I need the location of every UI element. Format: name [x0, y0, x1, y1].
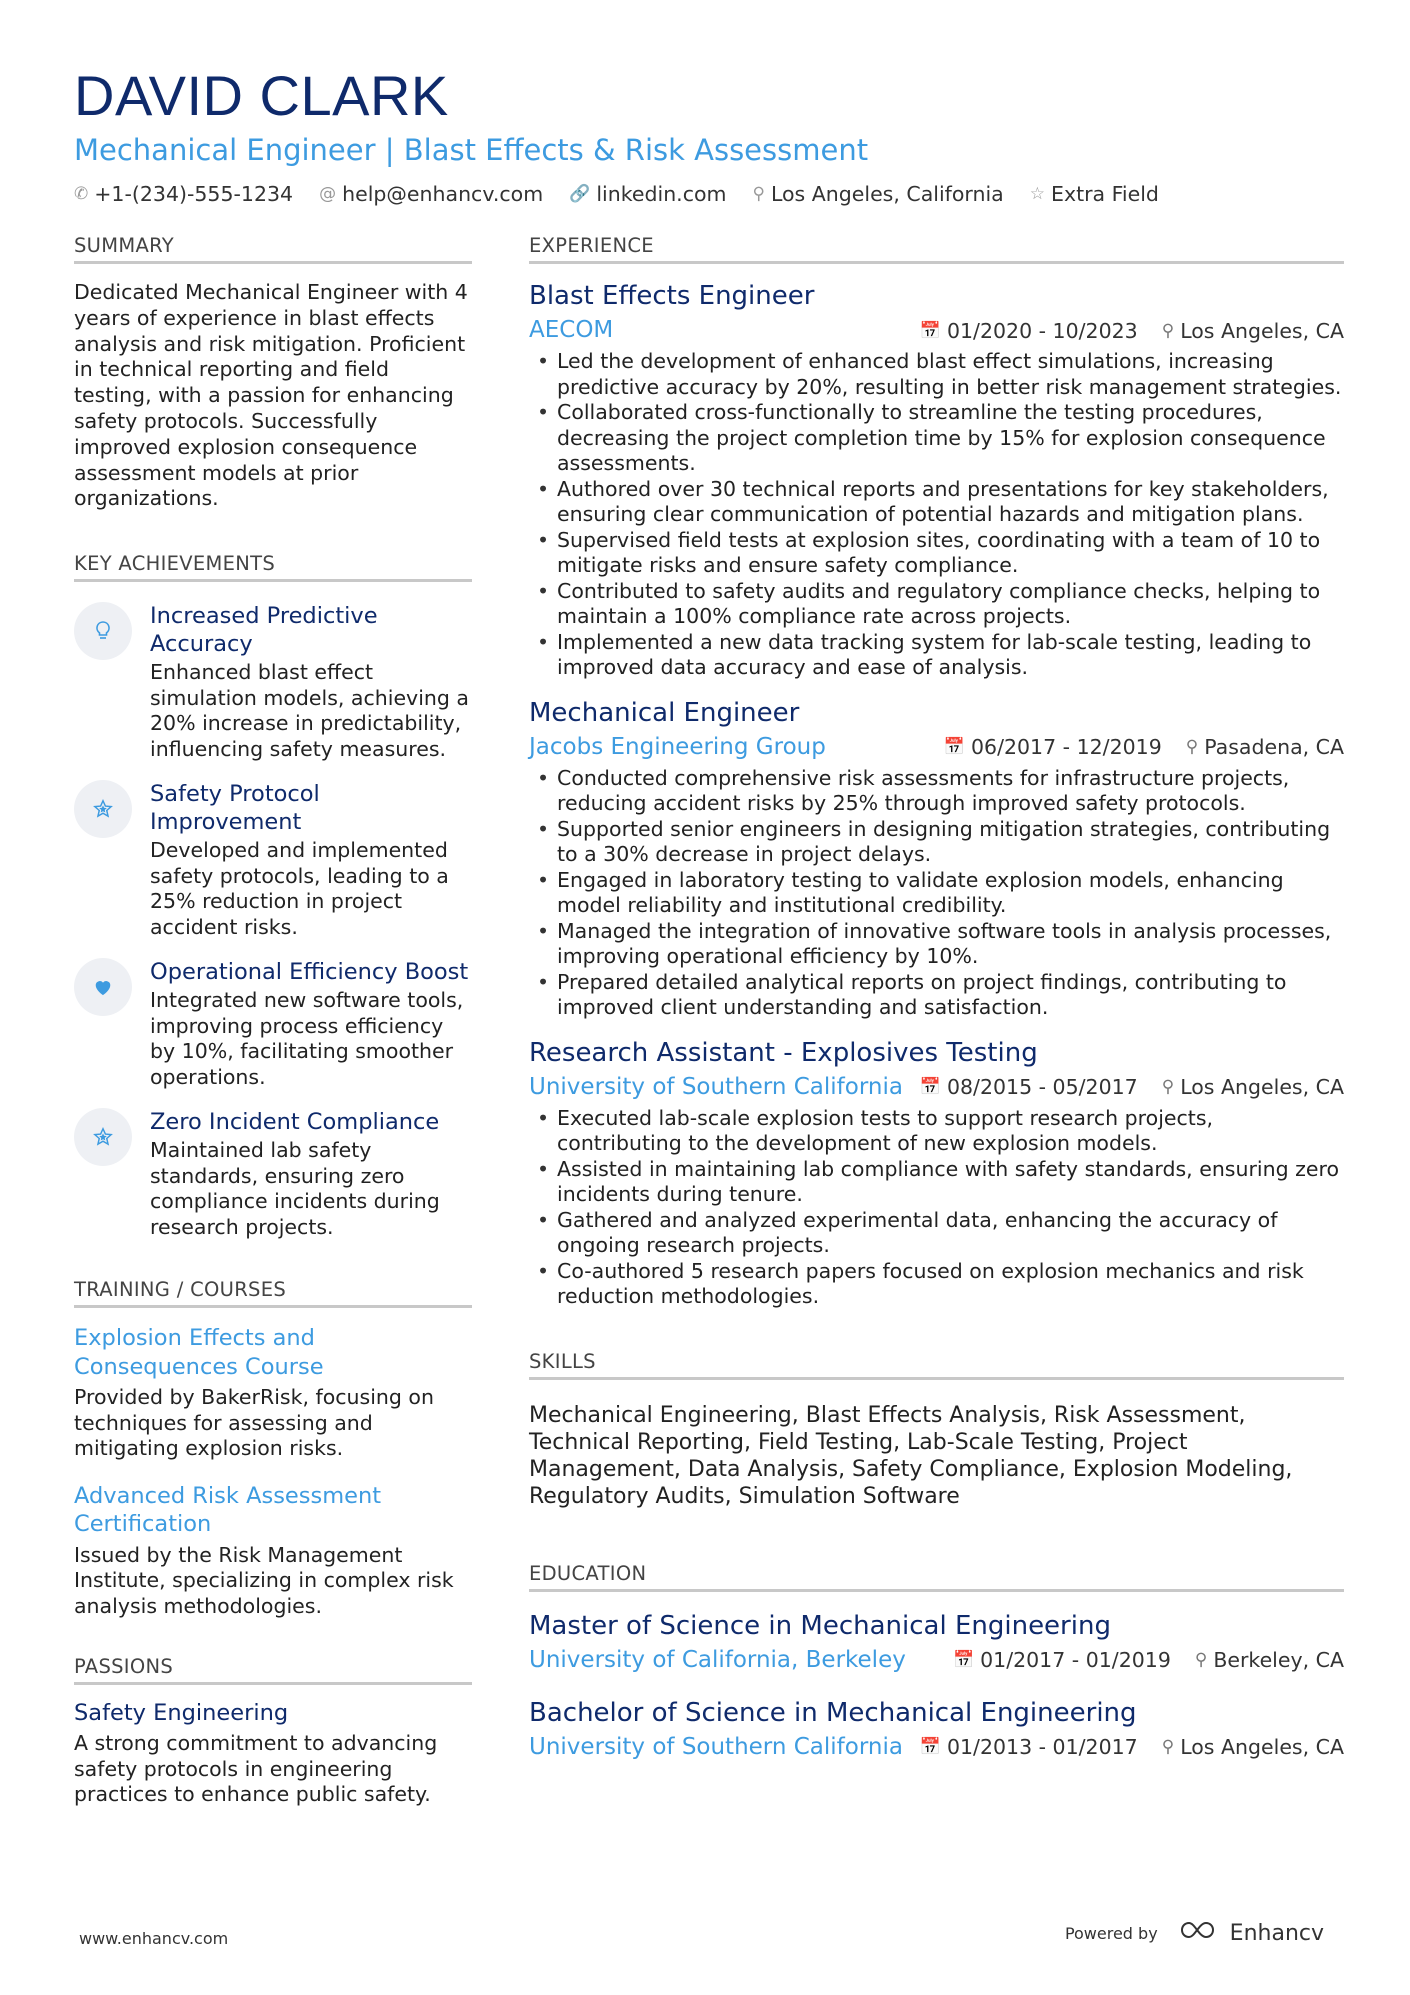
- job-bullet: • Conducted comprehensive risk assessments for infrastructure projects, reducing accident risks by 25% through improved safety protocols.: [529, 766, 1344, 817]
- job-bullet: • Supervised field tests at explosion sites, coordinating with a team of 10 to mitigate risks and ensure safety compliance.: [529, 528, 1344, 579]
- degree-title: Master of Science in Mechanical Engineering: [529, 1610, 1111, 1641]
- contact-extra: [1030, 182, 1159, 206]
- calendar-icon: 📅: [919, 320, 941, 341]
- job-title: Research Assistant - Explosives Testing: [529, 1037, 1038, 1068]
- achievement-title: Safety Protocol Improvement: [150, 781, 320, 836]
- achievement-title: Increased Predictive Accuracy: [150, 603, 378, 658]
- contact-extra-text: Extra Field: [1051, 182, 1159, 206]
- job-bullet: • Prepared detailed analytical reports on project findings, contributing to improved client understanding and satisfaction.: [529, 970, 1344, 1021]
- contact-email-text: help@enhancv.com: [342, 182, 544, 206]
- job-bullet: • Authored over 30 technical reports and presentations for key stakeholders, ensuring clear communication of potential hazards and mitigation plans.: [529, 477, 1344, 528]
- job-location: Pasadena, CA: [1204, 735, 1344, 759]
- school-name: University of California, Berkeley: [529, 1646, 906, 1673]
- company-name: University of Southern California: [529, 1073, 903, 1100]
- training-heading: TRAINING / COURSES: [74, 1278, 472, 1308]
- course-desc: Issued by the Risk Management Institute, specializing in complex risk analysis methodologies.: [74, 1542, 454, 1618]
- experience-heading: EXPERIENCE: [529, 234, 1344, 264]
- job-bullets: [529, 349, 1344, 681]
- job-bullet: • Executed lab-scale explosion tests to support research projects, contributing to the development of new explosion models.: [529, 1106, 1344, 1157]
- footer-branding: [1065, 1919, 1324, 1947]
- passion-title: Safety Engineering: [74, 1700, 289, 1727]
- job-title: Blast Effects Engineer: [529, 281, 815, 311]
- edu-dates: 01/2017 - 01/2019: [980, 1648, 1171, 1672]
- job-location: Los Angeles, CA: [1180, 318, 1344, 343]
- contact-phone-text: +1-(234)-555-1234: [94, 182, 294, 206]
- achievement-item: [74, 780, 472, 940]
- contact-location: [752, 182, 1003, 206]
- course-title: Explosion Effects and Consequences Course: [74, 1325, 324, 1380]
- enhancv-logo-icon: [1178, 1919, 1224, 1947]
- achievement-item: [74, 602, 472, 762]
- company-name: AECOM: [529, 317, 614, 343]
- achievement-desc: Integrated new software tools, improving process efficiency by 10%, facilitating smoother operations.: [150, 988, 464, 1089]
- resume-page: [74, 62, 1344, 1807]
- achievement-desc: Enhanced blast effect simulation models, achieving a 20% increase in predictability, influencing safety measures.: [150, 660, 469, 761]
- achievements-heading: KEY ACHIEVEMENTS: [74, 552, 472, 582]
- job-bullet: • Led the development of enhanced blast effect simulations, increasing predictive accuracy by 20%, resulting in better risk management strategies.: [529, 349, 1344, 400]
- brand-name: Enhancv: [1229, 1920, 1324, 1946]
- achievement-item: [74, 1108, 472, 1240]
- star-icon: [74, 780, 132, 838]
- phone-icon: ✆: [74, 184, 89, 204]
- candidate-name: DAVID CLARK: [74, 64, 449, 127]
- achievement-desc: Maintained lab safety standards, ensuring zero compliance incidents during research projects.: [150, 1138, 440, 1239]
- lightbulb-icon: [74, 602, 132, 660]
- course-desc: Provided by BakerRisk, focusing on techniques for assessing and mitigating explosion risks.: [74, 1385, 434, 1461]
- education-heading: EDUCATION: [529, 1562, 1344, 1592]
- education-entry: [529, 1697, 1344, 1762]
- achievement-desc: Developed and implemented safety protocols, leading to a 25% reduction in project accident risks.: [150, 838, 449, 939]
- contact-email[interactable]: [319, 182, 543, 206]
- job-bullet: • Contributed to safety audits and regulatory compliance checks, helping to maintain a 100% compliance rate across projects.: [529, 579, 1344, 630]
- calendar-icon: 📅: [919, 1077, 941, 1097]
- at-icon: @: [319, 184, 337, 204]
- edu-location: Berkeley, CA: [1213, 1648, 1344, 1672]
- job-bullet: • Co-authored 5 research papers focused on explosion mechanics and risk reduction methodologies.: [529, 1259, 1344, 1310]
- experience-entry: [529, 280, 1344, 681]
- company-name: Jacobs Engineering Group: [529, 733, 826, 760]
- summary-heading: SUMMARY: [74, 234, 472, 264]
- right-column: [529, 234, 1344, 1762]
- job-bullet: • Assisted in maintaining lab compliance with safety standards, ensuring zero incidents during tenure.: [529, 1157, 1344, 1208]
- calendar-icon: 📅: [943, 737, 965, 757]
- job-bullet: • Collaborated cross-functionally to streamline the testing procedures, decreasing the project completion time by 15% for explosion consequence assessments.: [529, 400, 1344, 477]
- location-pin-icon: ⚲: [1161, 1077, 1175, 1097]
- job-bullet: • Engaged in laboratory testing to validate explosion models, enhancing model reliability and institutional credibility.: [529, 868, 1344, 919]
- degree-title: Bachelor of Science in Mechanical Engineering: [529, 1697, 1137, 1728]
- job-bullet: • Gathered and analyzed experimental data, enhancing the accuracy of ongoing research projects.: [529, 1208, 1344, 1259]
- edu-location: Los Angeles, CA: [1180, 1735, 1344, 1759]
- edu-dates: 01/2013 - 01/2017: [946, 1735, 1138, 1759]
- link-icon: 🔗: [569, 184, 591, 204]
- calendar-icon: 📅: [952, 1650, 975, 1670]
- location-pin-icon: ⚲: [1161, 320, 1175, 341]
- location-pin-icon: ⚲: [752, 184, 765, 204]
- powered-by-text: Powered by: [1064, 1923, 1158, 1943]
- job-bullet: • Implemented a new data tracking system for lab-scale testing, leading to improved data accuracy and ease of analysis.: [529, 630, 1344, 681]
- job-bullet: • Managed the integration of innovative software tools in analysis processes, improving operational efficiency by 10%.: [529, 919, 1344, 970]
- footer-website[interactable]: www.enhancv.com: [79, 1929, 229, 1948]
- skills-text: Mechanical Engineering, Blast Effects Analysis, Risk Assessment, Technical Reporting, Field Testing, Lab-Scale Testing, Project Management, Data Analysis, Safety Compliance, Explosion Modeling, Regulatory Audits, Simulation Software: [529, 1402, 1293, 1509]
- experience-entry: [529, 697, 1344, 1021]
- heart-icon: [74, 958, 132, 1016]
- location-pin-icon: ⚲: [1161, 1737, 1175, 1757]
- job-bullets: [529, 1106, 1344, 1310]
- achievement-title: Operational Efficiency Boost: [150, 959, 469, 986]
- star-icon: ☆: [1029, 184, 1045, 204]
- job-location: Los Angeles, CA: [1180, 1075, 1344, 1099]
- job-dates: 01/2020 - 10/2023: [946, 318, 1138, 343]
- location-pin-icon: ⚲: [1194, 1650, 1208, 1670]
- achievement-item: [74, 958, 472, 1090]
- contact-phone[interactable]: [74, 182, 293, 206]
- achievement-title: Zero Incident Compliance: [150, 1109, 440, 1136]
- job-title: Mechanical Engineer: [529, 697, 800, 728]
- skills-heading: SKILLS: [529, 1350, 1344, 1380]
- passion-desc: A strong commitment to advancing safety protocols in engineering practices to enhance public safety.: [74, 1731, 438, 1807]
- job-bullets: [529, 766, 1344, 1021]
- school-name: University of Southern California: [529, 1733, 903, 1760]
- job-bullet: • Supported senior engineers in designing mitigation strategies, contributing to a 30% decrease in project delays.: [529, 817, 1344, 868]
- star-icon: [74, 1108, 132, 1166]
- calendar-icon: 📅: [919, 1737, 941, 1757]
- contact-bar: [74, 182, 1344, 206]
- candidate-tagline: Mechanical Engineer | Blast Effects & Risk Assessment: [74, 133, 869, 167]
- education-entry: [529, 1610, 1344, 1675]
- contact-location-text: Los Angeles, California: [770, 182, 1004, 206]
- passions-heading: PASSIONS: [74, 1655, 472, 1685]
- left-column: [74, 234, 472, 1808]
- summary-text: Dedicated Mechanical Engineer with 4 years of experience in blast effects analysis and risk mitigation. Proficient in technical reporting and field testing, with a passion for enhancing safety protocols. Successfully improved explosion consequence assessment models at prior organizations.: [74, 280, 468, 511]
- job-dates: 06/2017 - 12/2019: [970, 735, 1162, 759]
- experience-entry: [529, 1037, 1344, 1310]
- course-title: Advanced Risk Assessment Certification: [74, 1482, 382, 1538]
- location-pin-icon: ⚲: [1185, 737, 1199, 757]
- contact-linkedin[interactable]: [569, 182, 726, 206]
- contact-linkedin-text: linkedin.com: [596, 182, 727, 206]
- job-dates: 08/2015 - 05/2017: [946, 1075, 1138, 1099]
